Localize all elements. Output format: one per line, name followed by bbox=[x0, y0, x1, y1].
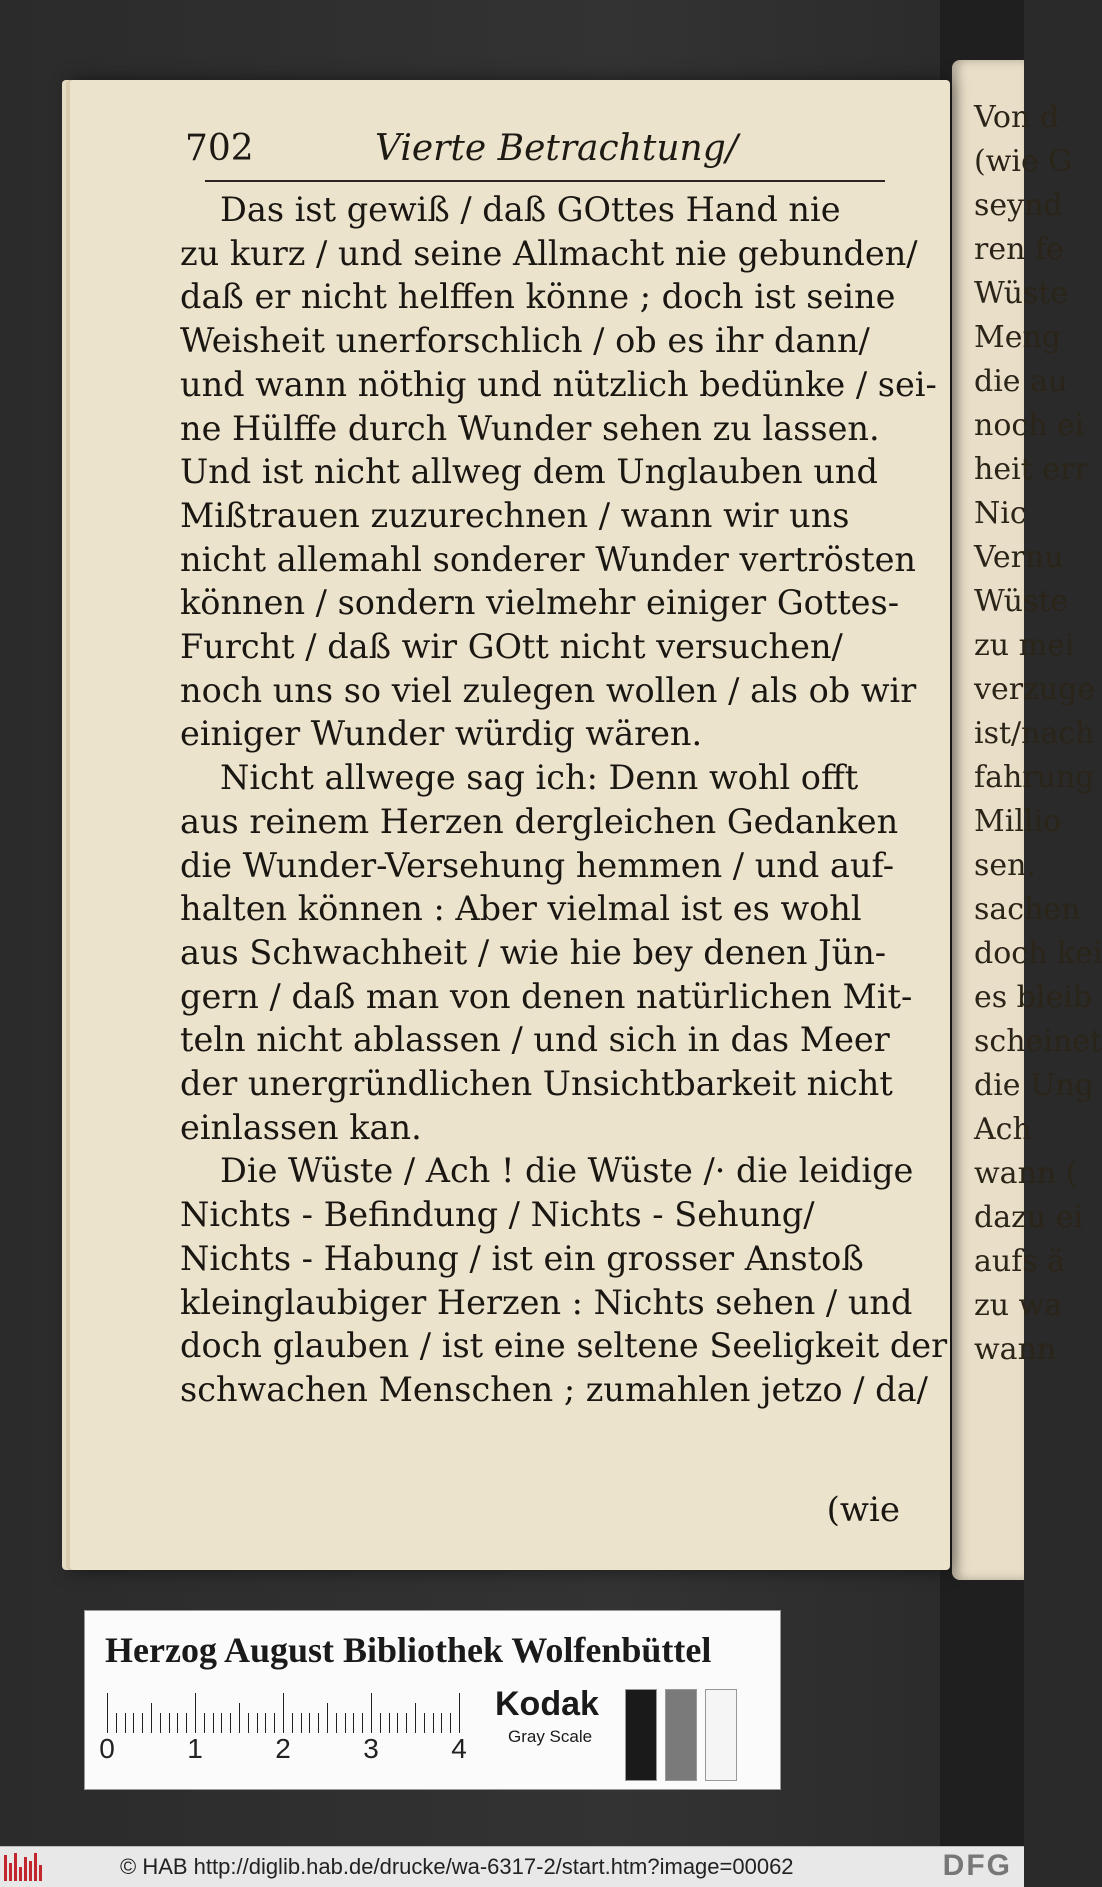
text-line: einlassen kan. bbox=[180, 1107, 422, 1147]
logo-bar bbox=[4, 1855, 7, 1881]
text-line: gern / daß man von denen natürlichen Mit- bbox=[180, 976, 913, 1016]
text-line: Nicht allwege sag ich: Denn wohl offt bbox=[220, 758, 859, 798]
facing-page-fragment: sachen bbox=[974, 892, 1081, 927]
facing-page-fragment: doch kei bbox=[974, 936, 1102, 971]
footer-bar bbox=[0, 1846, 1024, 1887]
catchword: (wie bbox=[826, 1490, 900, 1530]
text-line: ne Hülffe durch Wunder sehen zu lassen. bbox=[180, 408, 880, 448]
ruler-tick bbox=[318, 1713, 319, 1733]
text-line: kleinglaubiger Herzen : Nichts sehen / und bbox=[180, 1282, 913, 1322]
facing-page-fragment: Wüste bbox=[974, 584, 1069, 619]
ruler-tick bbox=[441, 1713, 442, 1733]
footer-citation[interactable]: © HAB http://diglib.hab.de/drucke/wa-6317-2/start.htm?image=00062 bbox=[120, 1854, 794, 1879]
facing-page-fragment: ist/nach bbox=[974, 716, 1095, 751]
text-line: können / sondern vielmehr einiger Gottes- bbox=[180, 583, 900, 623]
ruler-tick bbox=[371, 1693, 372, 1733]
facing-page-fragment: Millio bbox=[974, 804, 1062, 839]
ruler-tick bbox=[336, 1713, 337, 1733]
facing-page-fragment: noch ei bbox=[974, 408, 1085, 443]
ruler-tick bbox=[283, 1693, 284, 1733]
color-scale-card bbox=[84, 1610, 781, 1790]
ruler-tick bbox=[424, 1713, 425, 1733]
text-line: und wann nöthig und nützlich bedünke / sei- bbox=[180, 364, 937, 404]
facing-page-fragment: Meng bbox=[974, 320, 1061, 355]
text-line: Weisheit unerforschlich / ob es ihr dann/ bbox=[180, 321, 870, 361]
text-line: doch glauben / ist eine seltene Seeligkeit der bbox=[180, 1326, 948, 1366]
logo-bar bbox=[19, 1867, 22, 1881]
ruler-tick bbox=[380, 1713, 381, 1733]
ruler-tick bbox=[186, 1713, 187, 1733]
ruler-tick bbox=[160, 1713, 161, 1733]
ruler-tick bbox=[239, 1703, 240, 1733]
facing-page-edge bbox=[952, 60, 1102, 1580]
text-line: Furcht / daß wir GOtt nicht versuchen/ bbox=[180, 627, 843, 667]
ruler-number: 4 bbox=[451, 1733, 467, 1764]
body-text bbox=[180, 188, 948, 1412]
ruler-tick bbox=[397, 1713, 398, 1733]
kodak-logo: Kodak bbox=[495, 1685, 599, 1723]
facing-page-fragment: wann bbox=[974, 1332, 1057, 1367]
text-line: daß er nicht helffen könne ; doch ist seine bbox=[180, 277, 896, 317]
text-line: die Wunder-Versehung hemmen / und auf- bbox=[180, 845, 895, 885]
ruler-tick bbox=[274, 1713, 275, 1733]
ruler-tick bbox=[230, 1713, 231, 1733]
gray-swatch-mid bbox=[665, 1689, 697, 1781]
text-line: Das ist gewiß / daß GOttes Hand nie bbox=[220, 190, 841, 229]
text-line: aus reinem Herzen dergleichen Gedanken bbox=[180, 801, 899, 841]
text-line: einiger Wunder würdig wären. bbox=[180, 714, 703, 754]
logo-bar bbox=[39, 1865, 42, 1881]
gray-swatch-light bbox=[705, 1689, 737, 1781]
ruler-number: 3 bbox=[363, 1733, 379, 1764]
facing-page-fragment: ren fe bbox=[974, 232, 1064, 267]
text-line: zu kurz / und seine Allmacht nie gebunden/ bbox=[180, 233, 918, 273]
facing-page-fragment: Vernu bbox=[974, 540, 1064, 575]
ruler-tick bbox=[301, 1713, 302, 1733]
hab-logo-icon bbox=[4, 1853, 44, 1881]
logo-bar bbox=[9, 1863, 12, 1881]
text-line: Mißtrauen zuzurechnen / wann wir uns bbox=[180, 495, 850, 535]
ruler-tick bbox=[309, 1713, 310, 1733]
ruler-tick bbox=[292, 1713, 293, 1733]
ruler-tick bbox=[459, 1693, 460, 1733]
logo-bar bbox=[34, 1853, 37, 1881]
ruler-tick bbox=[265, 1713, 266, 1733]
ruler-tick bbox=[125, 1713, 126, 1733]
facing-page-fragment: aufs ä bbox=[974, 1244, 1066, 1279]
text-line: schwachen Menschen ; zumahlen jetzo / da/ bbox=[180, 1369, 928, 1409]
ruler-tick bbox=[195, 1693, 196, 1733]
ruler-tick bbox=[248, 1713, 249, 1733]
ruler-tick bbox=[353, 1713, 354, 1733]
ruler-tick bbox=[362, 1713, 363, 1733]
facing-page-fragment: es bleib bbox=[974, 980, 1093, 1015]
facing-page-fragment: die au bbox=[974, 364, 1068, 399]
logo-bar bbox=[14, 1853, 17, 1881]
ruler-tick bbox=[257, 1713, 258, 1733]
facing-page-fragment: Von d bbox=[974, 100, 1060, 135]
ruler-number: 1 bbox=[187, 1733, 203, 1764]
facing-page-fragment: Nic bbox=[974, 496, 1027, 531]
text-line: nicht allemahl sonderer Wunder vertrösten bbox=[180, 539, 916, 579]
ruler-tick bbox=[151, 1703, 152, 1733]
dfg-logo: DFG bbox=[942, 1849, 1012, 1882]
measurement-ruler bbox=[99, 1691, 547, 1764]
running-title: Vierte Betrachtung/ bbox=[375, 128, 738, 169]
facing-page-fragment: fahrung bbox=[974, 760, 1095, 795]
page-number: 702 bbox=[185, 128, 254, 169]
text-line: teln nicht ablassen / und sich in das Meer bbox=[180, 1020, 890, 1060]
ruler-tick bbox=[221, 1713, 222, 1733]
ruler-number: 2 bbox=[275, 1733, 291, 1764]
facing-page-fragment: wann ( bbox=[974, 1156, 1078, 1191]
gray-swatch-dark bbox=[625, 1689, 657, 1781]
ruler-tick bbox=[213, 1713, 214, 1733]
facing-page-fragment: dazu ei bbox=[974, 1200, 1084, 1235]
running-head bbox=[185, 128, 905, 188]
ruler-number: 0 bbox=[99, 1733, 115, 1764]
text-line: halten können : Aber vielmal ist es wohl bbox=[180, 889, 862, 929]
gray-scale-label: Gray Scale bbox=[508, 1727, 593, 1746]
ruler-tick bbox=[345, 1713, 346, 1733]
facing-page-fragment: zu mei bbox=[974, 628, 1075, 663]
logo-bar bbox=[29, 1861, 32, 1881]
facing-page-fragment: sen. bbox=[974, 848, 1037, 883]
ruler-tick bbox=[133, 1713, 134, 1733]
ruler-tick bbox=[177, 1713, 178, 1733]
ruler-tick bbox=[450, 1713, 451, 1733]
header-rule bbox=[205, 180, 885, 182]
ruler-tick bbox=[169, 1713, 170, 1733]
ruler-tick bbox=[327, 1703, 328, 1733]
text-line: Nichts - Habung / ist ein grosser Anstoß bbox=[180, 1238, 864, 1278]
facing-page-fragment: zu wa bbox=[974, 1288, 1063, 1323]
facing-page-fragment: (wie G bbox=[974, 144, 1073, 179]
facing-page-fragment: seynd bbox=[974, 188, 1063, 223]
ruler-tick bbox=[433, 1713, 434, 1733]
ruler-tick bbox=[415, 1703, 416, 1733]
ruler-tick bbox=[406, 1713, 407, 1733]
facing-page-fragment: heit err bbox=[974, 452, 1089, 487]
facing-page-fragment: Ach bbox=[974, 1112, 1032, 1147]
ruler-tick bbox=[107, 1693, 108, 1733]
text-line: aus Schwachheit / wie hie bey denen Jün- bbox=[180, 932, 887, 972]
text-line: Nichts - Befindung / Nichts - Sehung/ bbox=[180, 1195, 815, 1235]
facing-page-fragment: Wüste bbox=[974, 276, 1069, 311]
ruler-tick bbox=[142, 1713, 143, 1733]
facing-page-fragment: verzuge bbox=[974, 672, 1096, 707]
text-line: der unergründlichen Unsichtbarkeit nicht bbox=[180, 1064, 893, 1104]
ruler-tick bbox=[389, 1713, 390, 1733]
text-line: Und ist nicht allweg dem Unglauben und bbox=[180, 452, 878, 492]
ruler-tick bbox=[116, 1713, 117, 1733]
ruler-tick bbox=[204, 1713, 205, 1733]
book-page bbox=[70, 80, 950, 1570]
logo-bar bbox=[24, 1857, 27, 1881]
facing-page-fragment: die Ung bbox=[974, 1068, 1094, 1103]
text-line: Die Wüste / Ach ! die Wüste /· die leidige bbox=[220, 1151, 914, 1191]
facing-page-fragment: scheinet bbox=[974, 1024, 1102, 1059]
institution-name: Herzog August Bibliothek Wolfenbüttel bbox=[105, 1630, 712, 1670]
text-line: noch uns so viel zulegen wollen / als ob wir bbox=[180, 670, 917, 710]
